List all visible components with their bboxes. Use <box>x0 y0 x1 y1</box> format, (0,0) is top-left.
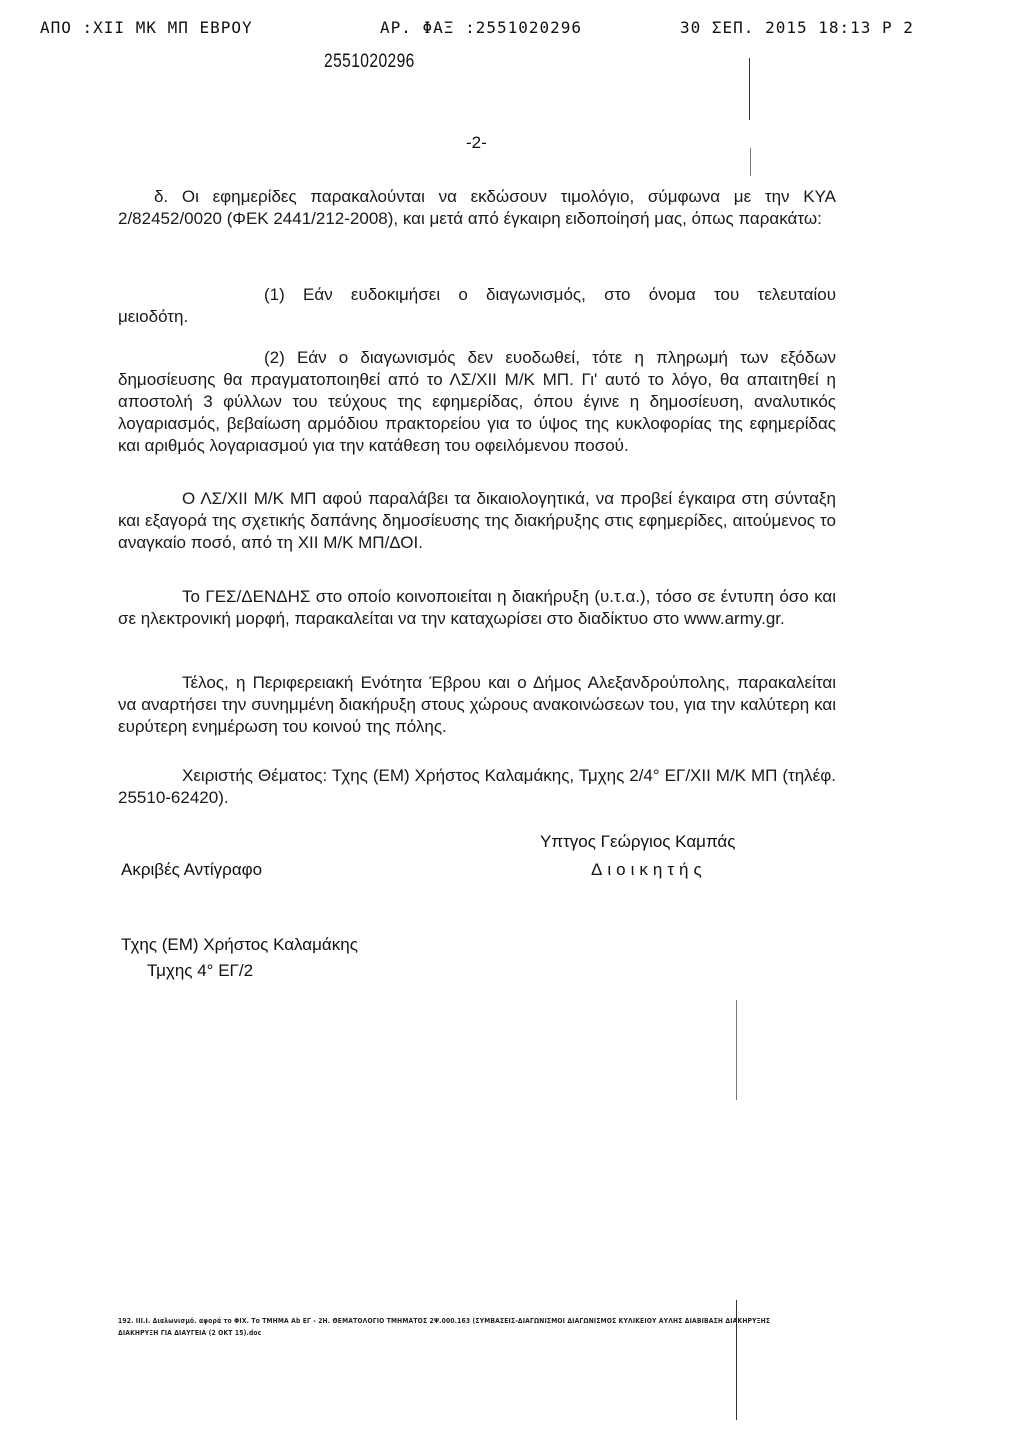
fax-sender: ΑΠΟ :XII ΜΚ ΜΠ ΕΒΡΟΥ <box>40 18 253 37</box>
fax-datetime: 30 ΣΕΠ. 2015 18:13 Ρ 2 <box>680 18 914 37</box>
item-1-line2: μειοδότη. <box>118 307 189 326</box>
scan-fold-line <box>736 1000 737 1100</box>
signature-rank-name: Υπτγος Γεώργιος Καμπάς <box>540 832 736 851</box>
true-copy-signer-name: Τχης (ΕΜ) Χρήστος Καλαμάκης <box>121 935 358 954</box>
footer-file-path-line2: ΔΙΑΚΗΡΥΞΗ ΓΙΑ ΔΙΑΥΓΕΙΑ (2 ΟΚΤ 15).doc <box>118 1329 262 1337</box>
fax-number: ΑΡ. ΦΑΞ :2551020296 <box>380 18 583 37</box>
scan-fold-line <box>749 58 750 120</box>
signature-role: Διοικητής <box>591 860 707 879</box>
item-1 <box>118 284 836 328</box>
scan-fold-line <box>750 148 751 176</box>
fax-transmission-header <box>0 18 1024 44</box>
page-number: -2- <box>466 133 487 152</box>
true-copy-label: Ακριβές Αντίγραφο <box>121 860 263 879</box>
footer-file-path-line1: 192. ΙΙΙ.Ι. Διαλωνισμό. αφορά το ΦΙΧ. Το ΤΜΗΜΑ Ab ΕΓ - 2Η. ΘΕΜΑΤΟΛΟΓΙΟ ΤΜΗΜΑΤΟΣ 2Ψ.000.163 (ΣΥΜΒΑΣΕΙΣ-ΔΙΑΓΩΝΙΣΜΟΙ ΔΙΑΓΩΝΙΣΜΟΣ ΚΥΛΙΚΕΙΟΥ ΑΥΛΗΣ ΔΙΑΒΙΒΑΣΗ ΔΙΑΚΗΡΥΞΗΣ <box>118 1317 771 1325</box>
paragraph-as: Ο ΛΣ/XII Μ/Κ ΜΠ αφού παραλάβει τα δικαιολογητικά, να προβεί έγκαιρα στη σύνταξη και εξαγορά της σχετικής δαπάνης δημοσίευσης της διακήρυξης στις εφημερίδες, αιτούμενος το αναγκαίο ποσό, από τη XII Μ/Κ ΜΠ/ΔΟΙ. <box>118 489 836 552</box>
paragraph-ges: Το ΓΕΣ/ΔΕΝΔΗΣ στο οποίο κοινοποιείται η διακήρυξη (υ.τ.α.), τόσο σε έντυπη όσο και σε ηλεκτρονική μορφή, παρακαλείται να την καταχωρίσει στο διαδίκτυο στο www.army.gr. <box>118 587 836 628</box>
paragraph-telos: Τέλος, η Περιφερειακή Ενότητα Έβρου και ο Δήμος Αλεξανδρούπολης, παρακαλείται να αναρτήσει την συνημμένη διακήρυξη στους χώρους ανακοινώσεων του, για την καλύτερη και ευρύτερη ενημέρωση του κοινού της πόλης. <box>118 673 836 736</box>
item-2: (2) Εάν ο διαγωνισμός δεν ευοδωθεί, τότε η πληρωμή των εξόδων δημοσίευσης θα πραγματοποιηθεί από το ΛΣ/XII Μ/Κ ΜΠ. Γι' αυτό το λόγο, θα απαιτηθεί η αποστολή 3 φύλλων του τεύχους της εφημερίδας, όπου έγινε η δημοσίευση, αναλυτικός λογαριασμός, βεβαίωση αρμόδιου πρακτορείου για το ύψος της κυκλοφορίας της εφημερίδας και αριθμός λογαριασμού για την κατάθεση του οφειλόμενου ποσού. <box>118 348 836 455</box>
paragraph-contact: Χειριστής Θέματος: Τχης (ΕΜ) Χρήστος Καλαμάκης, Τμχης 2/4° ΕΓ/XII Μ/Κ ΜΠ (τηλέφ. 25510-62420). <box>118 766 836 807</box>
paragraph-d: δ. Οι εφημερίδες παρακαλούνται να εκδώσουν τιμολόγιο, σύμφωνα με την ΚΥΑ 2/82452/0020 (ΦΕΚ 2441/212-2008), και μετά από έγκαιρη ειδοποίησή μας, όπως παρακάτω: <box>118 187 836 228</box>
true-copy-signer-unit: Τμχης 4° ΕΓ/2 <box>147 961 254 980</box>
item-1-line1: (1) Εάν ευδοκιμήσει ο διαγωνισμός, στο όνομα του τελευταίου <box>264 285 836 304</box>
handwritten-phone-number: 2551020296 <box>324 51 415 72</box>
